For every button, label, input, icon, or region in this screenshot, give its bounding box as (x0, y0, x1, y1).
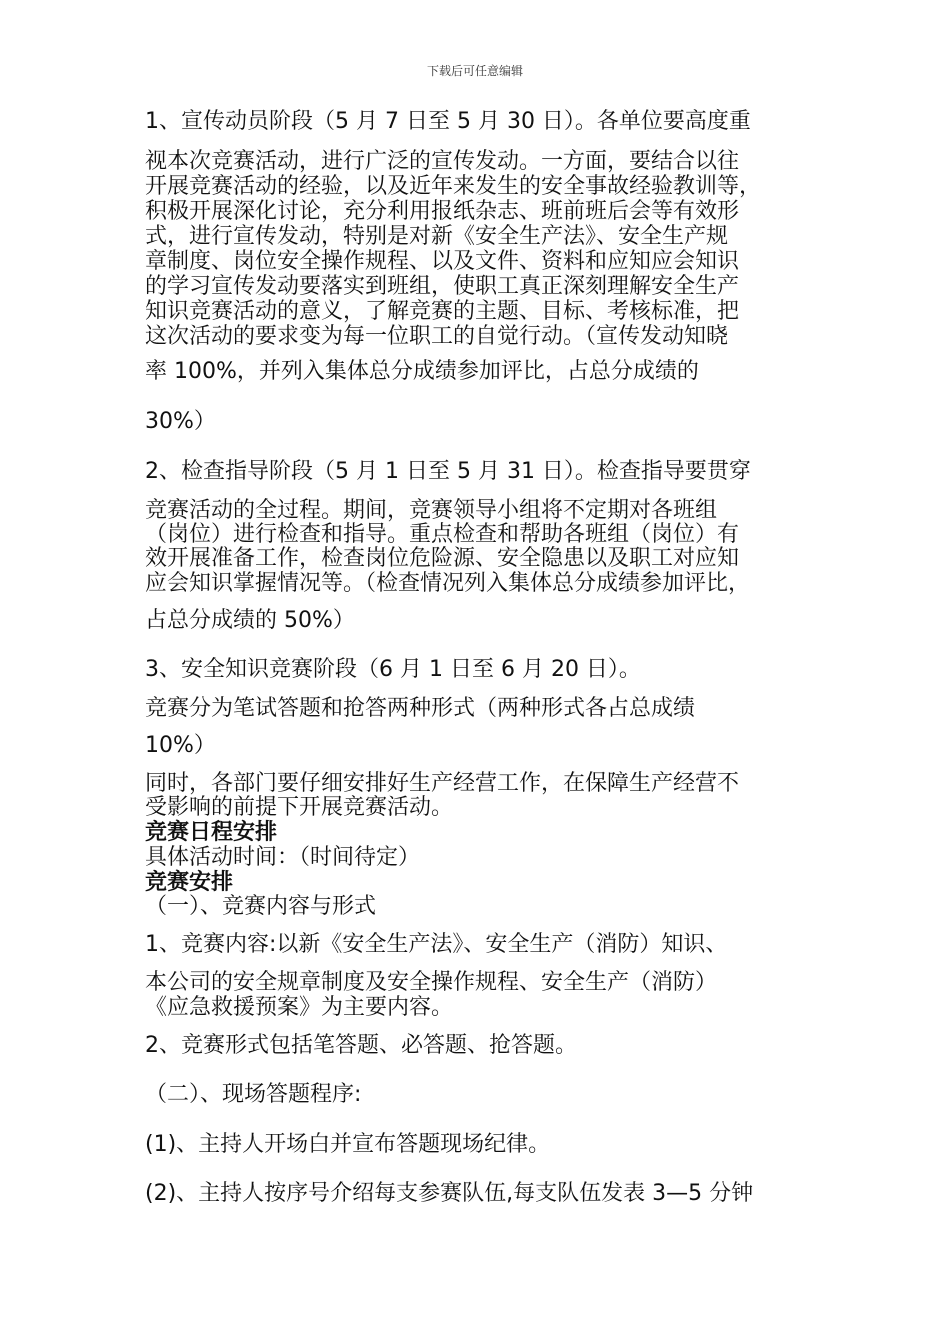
paragraph-line: 效开展准备工作，检查岗位危险源、安全隐患以及职工对应知 (145, 546, 740, 571)
paragraph-line: 2、竞赛形式包括笔答题、必答题、抢答题。 (145, 1033, 577, 1058)
paragraph-line: 式，进行宣传发动，特别是对新《安全生产法》、安全生产规 (145, 224, 729, 249)
paragraph-line: 1、宣传动员阶段（5 月 7 日至 5 月 30 日）。各单位要高度重 (145, 109, 751, 134)
paragraph-line: 开展竞赛活动的经验，以及近年来发生的安全事故经验教训等， (145, 174, 762, 199)
paragraph-line: 1、竞赛内容:以新《安全生产法》、安全生产（消防）知识、 (145, 932, 728, 957)
paragraph-line: 3、安全知识竞赛阶段（6 月 1 日至 6 月 20 日）。 (145, 657, 641, 682)
paragraph-line: 占总分成绩的 50%） (145, 608, 355, 633)
paragraph-line: 章制度、岗位安全操作规程、以及文件、资料和应知应会知识 (145, 249, 740, 274)
section-heading: 竞赛安排 (145, 870, 234, 895)
paragraph-line: (2)、主持人按序号介绍每支参赛队伍,每支队伍发表 3—5 分钟 (145, 1181, 754, 1206)
paragraph-line: 率 100%，并列入集体总分成绩参加评比，占总分成绩的 (145, 359, 699, 384)
paragraph-line: 30%） (145, 409, 216, 434)
paragraph-line: 应会知识掌握情况等。（检查情况列入集体总分成绩参加评比， (145, 571, 751, 596)
paragraph-line: (1)、主持人开场白并宣布答题现场纪律。 (145, 1132, 551, 1157)
paragraph-line: 2、检查指导阶段（5 月 1 日至 5 月 31 日）。检查指导要贯穿 (145, 459, 751, 484)
section-heading: 竞赛日程安排 (145, 820, 278, 845)
paragraph-line: 受影响的前提下开展竞赛活动。 (145, 795, 454, 820)
paragraph-line: 具体活动时间：（时间待定） (145, 845, 421, 870)
paragraph-line: （二）、现场答题程序: (145, 1082, 362, 1107)
paragraph-line: 同时，各部门要仔细安排好生产经营工作，在保障生产经营不 (145, 771, 740, 796)
paragraph-line: 积极开展深化讨论，充分利用报纸杂志、班前班后会等有效形 (145, 199, 740, 224)
paragraph-line: 视本次竞赛活动，进行广泛的宣传发动。一方面，要结合以往 (145, 149, 740, 174)
paragraph-line: 竞赛活动的全过程。期间，竞赛领导小组将不定期对各班组 (145, 498, 718, 523)
paragraph-line: 这次活动的要求变为每一位职工的自觉行动。（宣传发动知晓 (145, 324, 729, 349)
paragraph-line: （岗位）进行检查和指导。重点检查和帮助各班组（岗位）有 (145, 522, 740, 547)
paragraph-line: （一）、竞赛内容与形式 (145, 894, 377, 919)
paragraph-line: 本公司的安全规章制度及安全操作规程、安全生产（消防） (145, 970, 718, 995)
paragraph-line: 10%） (145, 733, 216, 758)
paragraph-line: 《应急救援预案》为主要内容。 (145, 995, 454, 1020)
paragraph-line: 知识竞赛活动的意义，了解竞赛的主题、目标、考核标准，把 (145, 299, 740, 324)
page-header: 下载后可任意编辑 (426, 64, 523, 78)
paragraph-line: 竞赛分为笔试答题和抢答两种形式（两种形式各占总成绩 (145, 696, 696, 721)
paragraph-line: 的学习宣传发动要落实到班组，使职工真正深刻理解安全生产 (145, 274, 740, 299)
